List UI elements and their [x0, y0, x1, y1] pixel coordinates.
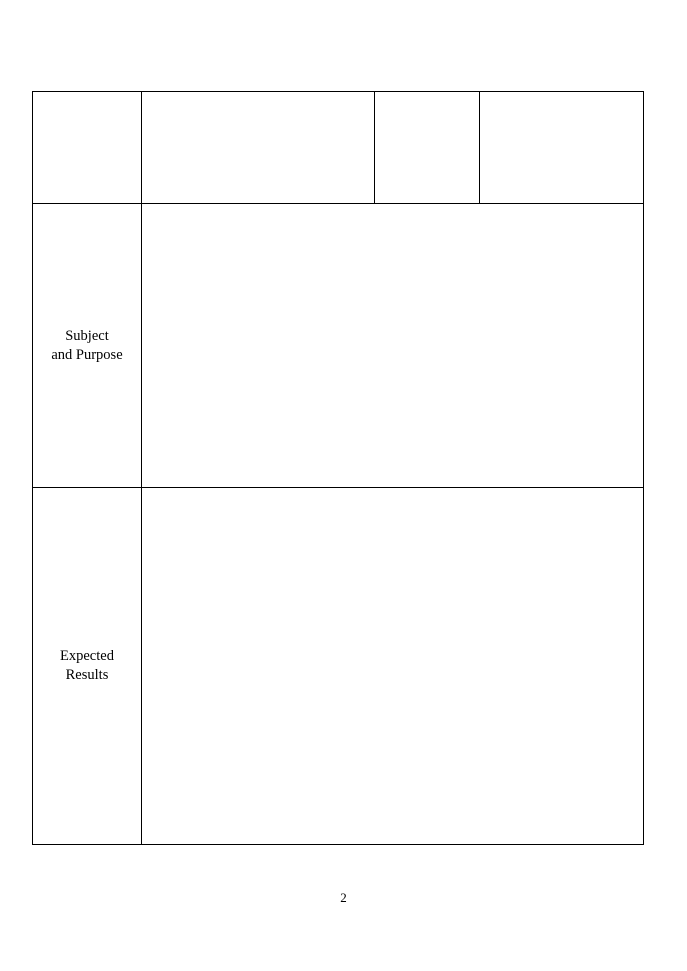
header-field-3 [480, 92, 643, 203]
results-row [33, 488, 643, 844]
results-content-cell [142, 488, 643, 844]
subject-content-cell [142, 204, 643, 487]
expected-results-label: Expected Results [60, 648, 114, 683]
header-label-cell [33, 92, 142, 203]
header-field-2 [375, 92, 480, 203]
subject-label-cell [33, 204, 142, 487]
page-number: 2 [340, 890, 347, 905]
header-row [33, 92, 643, 204]
results-label-cell [33, 488, 142, 844]
subject-and-purpose-label: Subject and Purpose [51, 327, 123, 363]
header-field-1 [142, 92, 375, 203]
form-table [32, 91, 644, 845]
subject-row [33, 204, 643, 488]
